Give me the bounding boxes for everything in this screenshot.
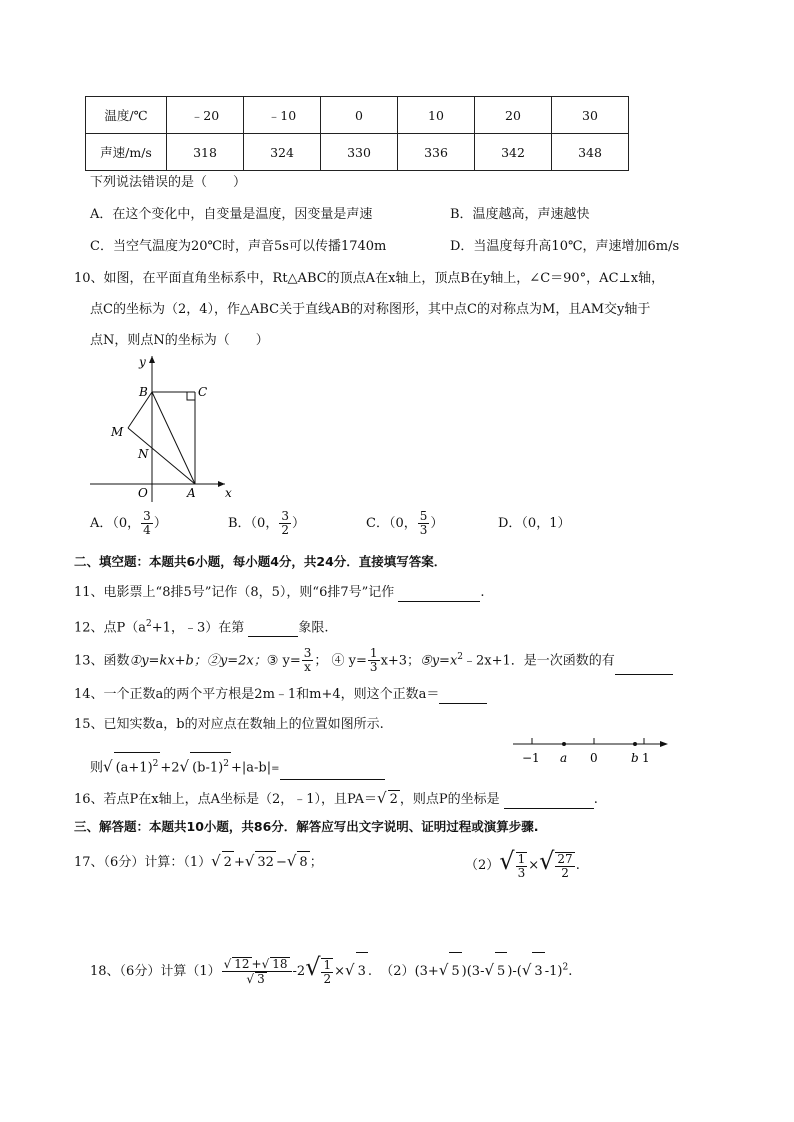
point-b — [633, 742, 637, 746]
answer-blank — [398, 601, 480, 602]
table-cell: 20 — [475, 97, 552, 134]
q9-option-a: A．在这个变化中，自变量是温度，因变量是声速 — [90, 207, 373, 222]
answer-blank — [504, 808, 594, 809]
q10-line3: 点N，则点N的坐标为（ ） — [90, 333, 269, 348]
sound-speed-table — [85, 96, 629, 171]
table-cell: 10 — [398, 97, 475, 134]
right-angle-mark — [187, 392, 195, 400]
q17-part2: （2）√ $\frac{1}{3}$ ×√ $\frac{27}{2}$ . — [465, 847, 580, 880]
table-cell: 342 — [475, 134, 552, 171]
number-line — [508, 732, 678, 772]
q14: 14、一个正数a的两个平方根是2m﹣1和m+4，则这个正数a＝ — [74, 686, 487, 704]
label-x: x — [225, 486, 232, 500]
q10-option-a: A．（0， $\frac{3}{4}$ ） — [90, 509, 167, 537]
q18: 18、（6分）计算（1） $\frac{√ 12 +√ 18}{√ 3}$ -2√ $\frac{1}{2}$ ×√ 3 . （2）(3+√ 5 )(3-√ 5 )-(√ 3 -1)$^2$. — [90, 948, 572, 991]
q10-line1: 10、如图，在平面直角坐标系中，Rt△ABC的顶点A在x轴上，顶点B在y轴上，∠C＝90°，AC⊥x轴， — [74, 271, 665, 286]
table-row — [86, 134, 629, 171]
q10-option-b: B．（0， $\frac{3}{2}$ ） — [228, 509, 305, 537]
q10-line2: 点C的坐标为（2，4），作△ABC关于直线AB的对称图形，其中点C的对称点为M，且AM交y轴于 — [90, 302, 651, 317]
label-a: a — [560, 751, 568, 765]
label-b: b — [631, 751, 639, 765]
table-cell: ﹣10 — [244, 97, 321, 134]
segment-ab — [152, 392, 195, 484]
q9-stem: 下列说法错误的是（ ） — [90, 175, 247, 190]
section-2-heading: 二、填空题：本题共6小题，每小题4分，共24分．直接填写答案． — [74, 554, 447, 569]
table-cell: 330 — [321, 134, 398, 171]
table-cell: 336 — [398, 134, 475, 171]
table-cell: ﹣20 — [167, 97, 244, 134]
number-line-arrow — [660, 741, 668, 747]
q10-option-c: C．（0， $\frac{5}{3}$ ） — [366, 509, 444, 537]
q11: 11、电影票上“8排5号”记作（8，5），则“6排7号”记作 . — [74, 585, 485, 600]
q10-figure — [85, 352, 245, 504]
q15-text: 15、已知实数a，b的对应点在数轴上的位置如图所示. — [74, 717, 384, 732]
label-n: N — [138, 447, 149, 461]
table-cell: 声速/m/s — [86, 134, 167, 171]
label-c: C — [198, 385, 208, 399]
table-cell: 0 — [321, 97, 398, 134]
label-m: M — [111, 425, 124, 439]
q9-option-c: C．当空气温度为20℃时，声音5s可以传播1740m — [90, 239, 387, 254]
table-row — [86, 97, 629, 134]
x-axis-arrow — [218, 481, 225, 487]
y-axis-arrow — [149, 356, 155, 363]
q12: 12、点$P(a^2+1$，﹣3）在第 象限. — [74, 619, 329, 636]
table-cell: 30 — [552, 97, 629, 134]
label-o: O — [138, 486, 148, 500]
label-a: A — [187, 486, 196, 500]
table-cell: 318 — [167, 134, 244, 171]
table-cell: 324 — [244, 134, 321, 171]
table-cell: 温度/℃ — [86, 97, 167, 134]
q9-option-b: B．温度越高，声速越快 — [450, 207, 590, 222]
table-cell: 348 — [552, 134, 629, 171]
label-b: B — [139, 385, 148, 399]
q13: 13、函数①y=kx+b；②y=2x；③ y= $\frac{3}{x}$ ； ④ y= $\frac{1}{3}$ x+3；$⑤y=x^2﹣2x+1$．是一次函数的有 — [74, 643, 673, 675]
answer-blank — [615, 674, 673, 675]
q17-part1: 17、（6分）计算：（1）√ 2 +√ 32 −√ 8 ； — [74, 850, 323, 874]
label-zero: 0 — [590, 751, 598, 765]
label-y: y — [139, 355, 146, 369]
point-a — [562, 742, 566, 746]
q15-expression: 则√ $(a+1)^2 +2√$ $(b-1)^2 +|a-b|=$ — [90, 752, 385, 780]
q9-option-d: D．当温度每升高10℃，声速增加6m/s — [450, 239, 680, 254]
label-minus-one: −1 — [522, 751, 540, 765]
q10-option-d: D．（0，1） — [498, 516, 571, 531]
answer-blank — [248, 636, 298, 637]
q16: 16、若点P在x轴上，点A坐标是（2，﹣1），且PA＝√ 2 ，则点P的坐标是 . — [74, 789, 598, 807]
section-3-heading: 三、解答题：本题共10小题，共86分．解答应写出文字说明、证明过程或演算步骤. — [74, 819, 539, 834]
label-one: 1 — [642, 751, 650, 765]
answer-blank — [280, 779, 385, 780]
answer-blank — [439, 703, 487, 704]
